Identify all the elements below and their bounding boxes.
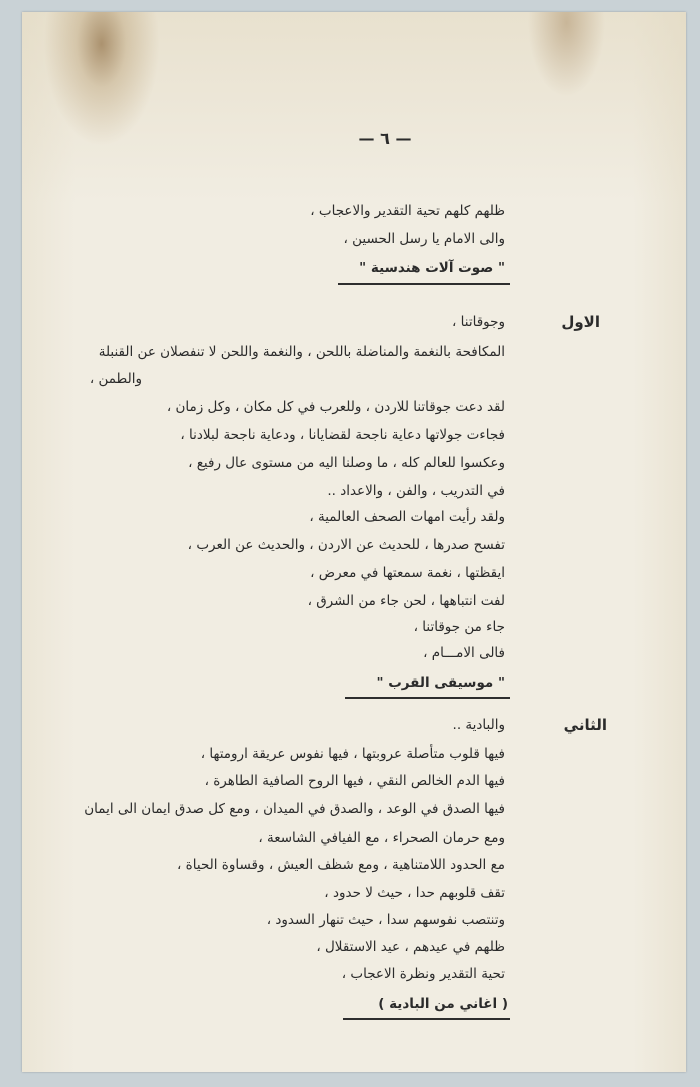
script-line: في التدريب ، والفن ، والاعداد .. [327, 483, 505, 499]
script-line: جاء من جوقاتنا ، [413, 619, 505, 635]
script-line: ومع حرمان الصحراء ، مع الفيافي الشاسعة ، [258, 830, 505, 846]
script-line: وعكسوا للعالم كله ، ما وصلنا اليه من مستوى عال رفيع ، [188, 455, 505, 471]
script-line: تحية التقدير ونظرة الاعجاب ، [341, 966, 505, 982]
speaker-label: الثاني [563, 716, 607, 734]
script-line: تقف قلوبهم حدا ، حيث لا حدود ، [324, 885, 505, 901]
script-line: وتنتصب نفوسهم سدا ، حيث تنهار السدود ، [266, 912, 505, 928]
script-line: فيها قلوب متأصلة عروبتها ، فيها نفوس عريقة ارومتها ، [200, 746, 505, 762]
script-line: المكافحة بالنغمة والمناضلة باللحن ، والنغمة واللحن لا تنفصلان عن القنبلة [98, 344, 505, 360]
cue-underline [338, 283, 510, 285]
script-line: ظلهم في عيدهم ، عيد الاستقلال ، [316, 939, 505, 955]
speaker-label: الاول [561, 313, 600, 331]
sound-cue: " موسيقى القرب " [376, 675, 505, 691]
opening-line: ظلهم كلهم تحية التقدير والاعجاب ، [310, 203, 505, 219]
script-line: ولقد رأيت امهات الصحف العالمية ، [309, 509, 505, 525]
page-number: — ٦ — [358, 129, 412, 148]
script-line: وجوقاتنا ، [452, 314, 505, 330]
opening-line: والى الامام يا رسل الحسين ، [343, 231, 505, 247]
script-line: فجاءت جولاتها دعاية ناجحة لقضايانا ، ودعاية ناجحة لبلادنا ، [180, 427, 505, 443]
cue-underline [343, 1018, 510, 1020]
script-line: فالى الامـــام ، [423, 645, 505, 661]
sound-cue: " صوت آلات هندسية " [359, 260, 505, 276]
script-line: والطمن ، [89, 371, 142, 387]
script-line: لفت انتباهها ، لحن جاء من الشرق ، [307, 593, 505, 609]
cue-underline [345, 697, 510, 699]
script-line: تفسح صدرها ، للحديث عن الاردن ، والحديث عن العرب ، [187, 537, 505, 553]
script-line: لقد دعت جوقاتنا للاردن ، وللعرب في كل مكان ، وكل زمان ، [166, 399, 505, 415]
script-line: مع الحدود اللامتناهية ، ومع شظف العيش ، وقساوة الحياة ، [177, 857, 505, 873]
script-line: والبادية .. [452, 717, 505, 733]
script-line: فيها الدم الخالص النقي ، فيها الروح الصافية الطاهرة ، [204, 773, 505, 789]
script-line: ايقظتها ، نغمة سمعتها في معرض ، [310, 565, 505, 581]
script-line: فيها الصدق في الوعد ، والصدق في الميدان ، ومع كل صدق ايمان الى ايمان [84, 801, 505, 817]
sound-cue: ( اغاني من البادية ) [378, 996, 508, 1012]
